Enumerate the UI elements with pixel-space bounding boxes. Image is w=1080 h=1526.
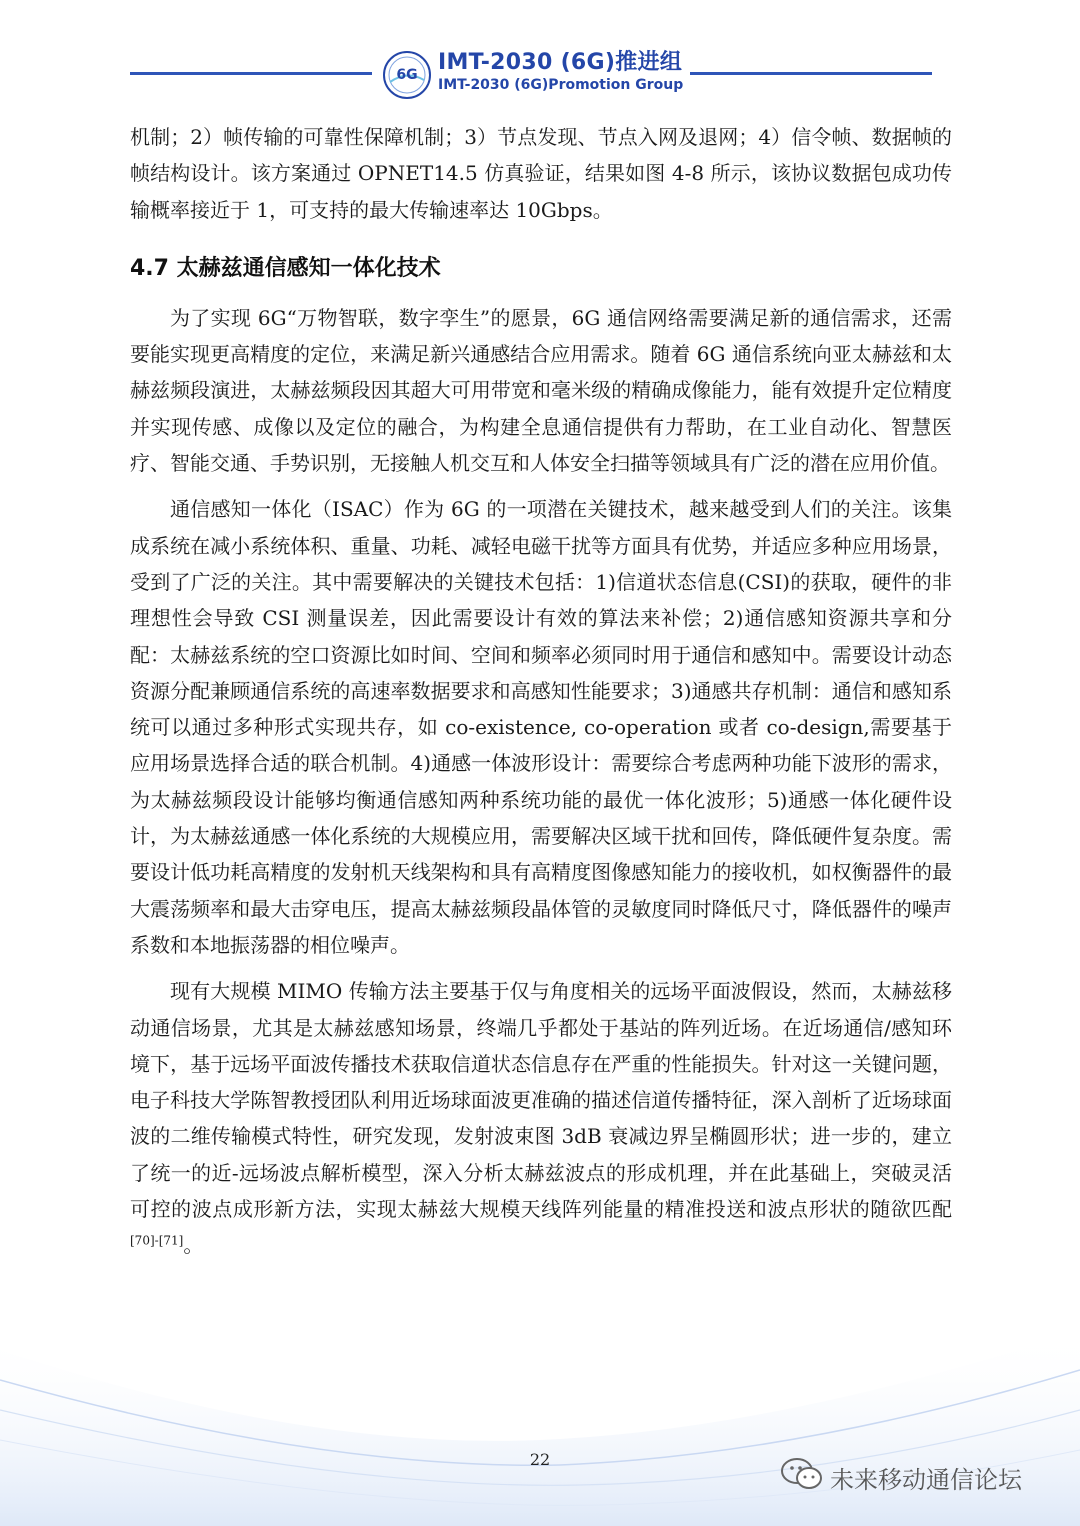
paragraph-with-citation xyxy=(130,973,952,1263)
paragraph: 通信感知一体化（ISAC）作为 6G 的一项潜在关键技术，越来越受到人们的关注。该集成系统在减小系统体积、重量、功耗、减轻电磁干扰等方面具有优势，并适应多种应用场景，受到了广泛的关注。其中需要解决的关键技术包括：1)信道状态信息(CSI)的获取，硬件的非理想性会导致 CSI 测量误差，因此需要设计有效的算法来补偿；2)通信感知资源共享和分配：太赫兹系统的空口资源比如时间、空间和频率必须同时用于通信和感知中。需要设计动态资源分配兼顾通信系统的高速率数据要求和高感知性能要求；3)通感共存机制：通信和感知系统可以通过多种形式实现共存，如 co-existence, co-operation 或者 co-design,需要基于应用场景选择合适的联合机制。4)通感一体波形设计：需要综合考虑两种功能下波形的需求，为太赫兹频段设计能够均衡通信感知两种系统功能的最优一体化波形；5)通感一体化硬件设计，为太赫兹通感一体化系统的大规模应用，需要解决区域干扰和回传，降低硬件复杂度。需要设计低功耗高精度的发射机天线架构和具有高精度图像感知能力的接收机，如权衡器件的最大震荡频率和最大击穿电压，提高太赫兹频段晶体管的灵敏度同时降低尺寸，降低器件的噪声系数和本地振荡器的相位噪声。 xyxy=(130,497,952,957)
wechat-icon xyxy=(780,1456,824,1492)
header-title: IMT-2030 (6G)推进组 xyxy=(438,50,683,75)
paragraph-text: 现有大规模 MIMO 传输方法主要基于仅与角度相关的远场平面波假设，然而，太赫兹移动通信场景，尤其是太赫兹感知场景，终端几乎都处于基站的阵列近场。在近场通信/感知环境下，基于远场平面波传播技术获取信道状态信息存在严重的性能损失。针对这一关键问题，电子科技大学陈智教授团队利用近场球面波更准确的描述信道传播特征，深入剖析了近场球面波的二维传输模式特性，研究发现，发射波束图 3dB 衰减边界呈椭圆形状；进一步的，建立了统一的近-远场波点解析模型，深入分析太赫兹波点的形成机理，并在此基础上，突破灵活可控的波点成形新方法，实现太赫兹大规模天线阵列能量的精准投送和波点形状的随欲匹配 xyxy=(130,979,952,1222)
header-subtitle: IMT-2030 (6G)Promotion Group xyxy=(438,77,684,93)
wechat-watermark xyxy=(780,1456,1070,1496)
header-rule-left xyxy=(130,72,372,75)
paragraph-end: 。 xyxy=(183,1233,204,1258)
header-rule-right xyxy=(690,72,932,75)
page-header xyxy=(0,44,1080,104)
paragraph-continued: 机制；2）帧传输的可靠性保障机制；3）节点发现、节点入网及退网；4）信令帧、数据帧的帧结构设计。该方案通过 OPNET14.5 仿真验证，结果如图 4-8 所示，该协议数据包成功传输概率接近于 1，可支持的最大传输速率达 10Gbps。 xyxy=(130,125,952,222)
paragraph: 为了实现 6G“万物智联，数字孪生”的愿景，6G 通信网络需要满足新的通信需求，还需要能实现更高精度的定位，来满足新兴通感结合应用需求。随着 6G 通信系统向亚太赫兹和太赫兹频段演进，太赫兹频段因其超大可用带宽和毫米级的精确成像能力，能有效提升定位精度并实现传感、成像以及定位的融合，为构建全息通信提供有力帮助，在工业自动化、智慧医疗、智能交通、手势识别，无接触人机交互和人体安全扫描等领域具有广泛的潜在应用价值。 xyxy=(130,305,952,476)
document-body xyxy=(130,119,952,1264)
logo-label: 6G xyxy=(396,67,418,83)
watermark-text: 未来移动通信论坛 xyxy=(830,1466,1022,1494)
citation-ref[interactable]: [70]-[71] xyxy=(130,1233,184,1248)
section-title: 4.7 太赫兹通信感知一体化技术 xyxy=(130,255,441,281)
page-number: 22 xyxy=(529,1450,551,1469)
imt2030-logo-icon xyxy=(382,50,432,100)
